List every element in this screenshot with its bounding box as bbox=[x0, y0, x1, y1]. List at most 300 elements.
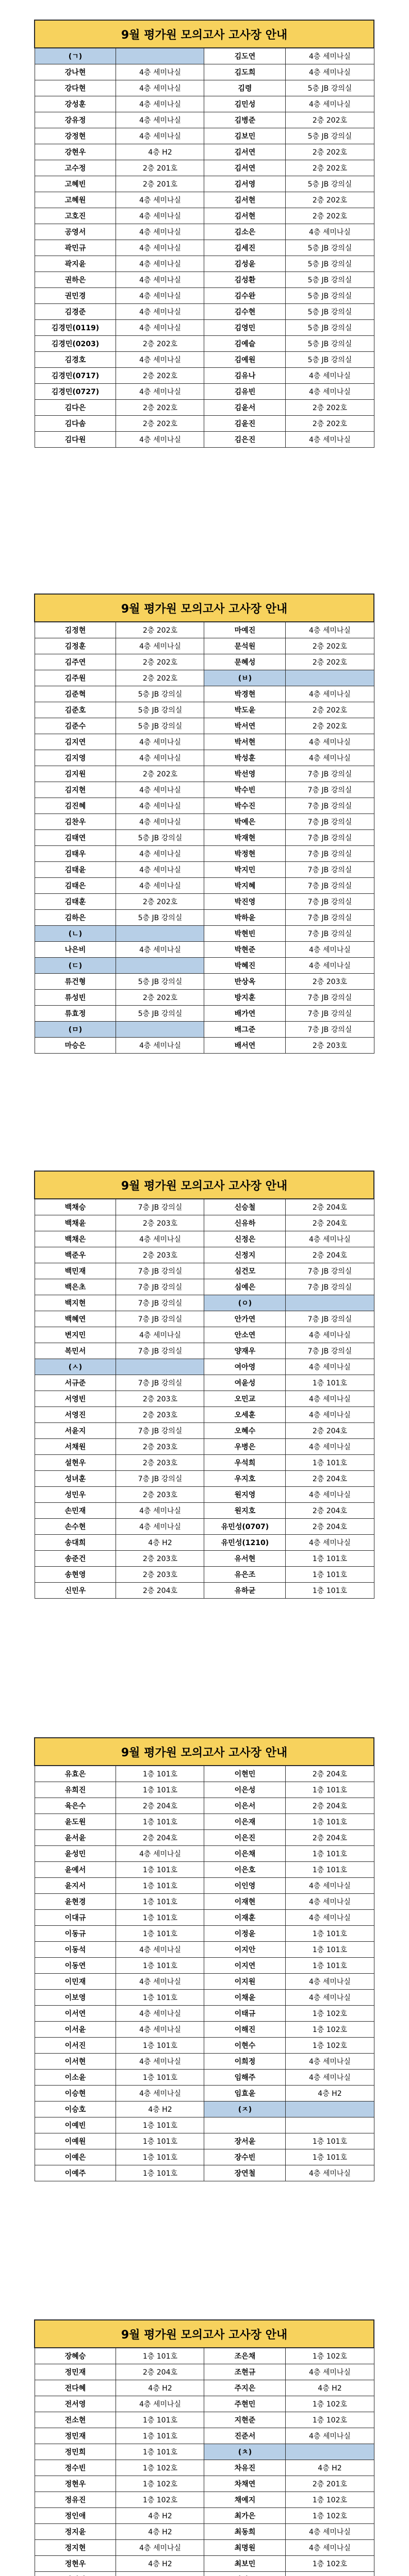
student-name: 김보민 bbox=[204, 128, 286, 144]
exam-room: 1층 101호 bbox=[116, 1894, 204, 1910]
table-row bbox=[35, 112, 374, 128]
student-name: 김경민(0727) bbox=[35, 384, 116, 400]
student-name: 김윤서 bbox=[204, 400, 286, 416]
table-row bbox=[35, 782, 374, 798]
student-name: 서영진 bbox=[35, 1407, 116, 1423]
exam-room: 2층 202호 bbox=[116, 670, 204, 686]
student-name: 이현수 bbox=[204, 2038, 286, 2054]
exam-room: 2층 204호 bbox=[286, 1519, 374, 1535]
student-name: 최가은 bbox=[204, 2508, 286, 2524]
exam-room: 1층 101호 bbox=[116, 2165, 204, 2181]
sheet-title: 9월 평가원 모의고사 고사장 안내 bbox=[35, 2320, 374, 2348]
sheet-title-row bbox=[35, 20, 374, 48]
student-name: 전소현 bbox=[35, 2412, 116, 2428]
student-name: 김예슬 bbox=[204, 336, 286, 352]
exam-room: 5층 JB 강의실 bbox=[286, 176, 374, 192]
exam-room: 2층 204호 bbox=[116, 1830, 204, 1846]
table-row bbox=[35, 798, 374, 814]
exam-room: 2층 202호 bbox=[286, 192, 374, 208]
student-name: 정현우 bbox=[35, 2556, 116, 2572]
table-row bbox=[35, 910, 374, 926]
table-row bbox=[35, 670, 374, 686]
exam-room: 4층 세미나실 bbox=[286, 2070, 374, 2086]
exam-room: 4층 세미나실 bbox=[116, 750, 204, 766]
student-name: 심건모 bbox=[204, 1263, 286, 1279]
exam-room-sheet-2 bbox=[34, 594, 374, 1054]
initial-group-header-fill bbox=[116, 926, 204, 942]
table-row bbox=[35, 1199, 374, 1215]
table-row bbox=[35, 288, 374, 304]
exam-room: 4층 세미나실 bbox=[286, 48, 374, 64]
table-row bbox=[35, 2022, 374, 2038]
exam-room: 2층 203호 bbox=[116, 1487, 204, 1503]
student-name: 윤도원 bbox=[35, 1814, 116, 1830]
student-name: 백민재 bbox=[35, 1263, 116, 1279]
student-name: 김지연 bbox=[35, 734, 116, 750]
exam-room: 1층 102호 bbox=[286, 2006, 374, 2022]
exam-room-table bbox=[34, 1737, 374, 2181]
table-row bbox=[35, 1926, 374, 1942]
student-name: 공영서 bbox=[35, 224, 116, 240]
table-row bbox=[35, 1343, 374, 1359]
student-name: 조현규 bbox=[204, 2364, 286, 2380]
initial-group-header-fill bbox=[286, 1295, 374, 1311]
exam-room: 2층 204호 bbox=[286, 1798, 374, 1814]
student-name: 김지원 bbox=[35, 766, 116, 782]
exam-room: 2층 203호 bbox=[116, 1439, 204, 1455]
exam-room: 4층 세미나실 bbox=[116, 320, 204, 336]
table-row bbox=[35, 942, 374, 958]
exam-room: 4층 세미나실 bbox=[286, 2524, 374, 2540]
exam-room: 7층 JB 강의실 bbox=[286, 814, 374, 830]
table-row bbox=[35, 1814, 374, 1830]
student-name: 박현빈 bbox=[204, 926, 286, 942]
student-name: 김경민(0203) bbox=[35, 336, 116, 352]
student-name: 이은호 bbox=[204, 1862, 286, 1878]
exam-room: 4층 세미나실 bbox=[286, 1974, 374, 1990]
exam-room: 2층 202호 bbox=[286, 702, 374, 718]
student-name: 송현영 bbox=[35, 1567, 116, 1583]
table-row bbox=[35, 2540, 374, 2556]
exam-room: 1층 102호 bbox=[286, 2038, 374, 2054]
exam-room: 2층 202호 bbox=[286, 160, 374, 176]
table-row bbox=[35, 974, 374, 990]
student-name: 송대희 bbox=[35, 1535, 116, 1551]
exam-room: 2층 203호 bbox=[116, 1247, 204, 1263]
table-row bbox=[35, 1295, 374, 1311]
exam-room: 2층 204호 bbox=[286, 1503, 374, 1519]
student-name: 윤예서 bbox=[35, 1862, 116, 1878]
student-name: 백준우 bbox=[35, 1247, 116, 1263]
exam-room: 4층 세미나실 bbox=[116, 432, 204, 448]
exam-room: 1층 102호 bbox=[286, 2348, 374, 2364]
table-row bbox=[35, 2054, 374, 2070]
exam-room: 1층 101호 bbox=[116, 2133, 204, 2149]
exam-room: 2층 202호 bbox=[116, 400, 204, 416]
exam-room: 5층 JB 강의실 bbox=[116, 910, 204, 926]
student-name: 윤현경 bbox=[35, 1894, 116, 1910]
student-name: 이재훈 bbox=[204, 1910, 286, 1926]
exam-room: 4층 세미나실 bbox=[116, 942, 204, 958]
student-name: 김윤진 bbox=[204, 416, 286, 432]
student-name: 김경민(0717) bbox=[35, 368, 116, 384]
exam-room: 1층 101호 bbox=[286, 1567, 374, 1583]
exam-room: 5층 JB 강의실 bbox=[116, 830, 204, 846]
exam-room: 1층 102호 bbox=[286, 2412, 374, 2428]
exam-room: 7층 JB 강의실 bbox=[286, 782, 374, 798]
exam-room: 4층 세미나실 bbox=[286, 1327, 374, 1343]
table-row bbox=[35, 2380, 374, 2396]
exam-room: 4층 세미나실 bbox=[116, 112, 204, 128]
student-name: 배서연 bbox=[204, 1038, 286, 1054]
student-name: 김태은 bbox=[35, 878, 116, 894]
student-name: 박선영 bbox=[204, 766, 286, 782]
exam-room: 7층 JB 강의실 bbox=[116, 1375, 204, 1391]
exam-room: 2층 202호 bbox=[116, 766, 204, 782]
student-name: 김준호 bbox=[35, 702, 116, 718]
table-row bbox=[35, 2460, 374, 2476]
exam-room: 4층 세미나실 bbox=[286, 1359, 374, 1375]
student-name: 변지민 bbox=[35, 1327, 116, 1343]
table-row bbox=[35, 1231, 374, 1247]
student-name: 이서진 bbox=[35, 2038, 116, 2054]
student-name: 박하윤 bbox=[204, 910, 286, 926]
exam-room: 2층 204호 bbox=[286, 1766, 374, 1782]
exam-room: 4층 세미나실 bbox=[116, 2086, 204, 2102]
table-row bbox=[35, 416, 374, 432]
table-row bbox=[35, 352, 374, 368]
student-name: 김서영 bbox=[204, 176, 286, 192]
student-name: 백혜연 bbox=[35, 1311, 116, 1327]
initial-group-header: (ㄱ) bbox=[35, 48, 116, 64]
exam-room: 7층 JB 강의실 bbox=[286, 1311, 374, 1327]
exam-room: 5층 JB 강의실 bbox=[286, 240, 374, 256]
exam-room: 1층 101호 bbox=[116, 2412, 204, 2428]
exam-room: 4층 세미나실 bbox=[286, 1231, 374, 1247]
student-name: 강다현 bbox=[35, 80, 116, 96]
student-name: 양재우 bbox=[204, 1343, 286, 1359]
exam-room: 5층 JB 강의실 bbox=[286, 128, 374, 144]
student-name: 이보영 bbox=[35, 1990, 116, 2006]
exam-room-table bbox=[34, 594, 374, 1054]
exam-room: 4층 세미나실 bbox=[286, 384, 374, 400]
exam-room: 4층 세미나실 bbox=[116, 384, 204, 400]
student-name: 김진혜 bbox=[35, 798, 116, 814]
table-row bbox=[35, 272, 374, 288]
table-row bbox=[35, 80, 374, 96]
exam-room: 4층 세미나실 bbox=[116, 798, 204, 814]
exam-room: 7층 JB 강의실 bbox=[286, 1279, 374, 1295]
exam-room: 2층 202호 bbox=[116, 990, 204, 1006]
table-row bbox=[35, 1359, 374, 1375]
student-name: 김유빈 bbox=[204, 384, 286, 400]
exam-room: 7층 JB 강의실 bbox=[286, 990, 374, 1006]
student-name: 박정현 bbox=[204, 846, 286, 862]
exam-room: 4층 H2 bbox=[286, 2460, 374, 2476]
exam-room: 1층 101호 bbox=[116, 1862, 204, 1878]
exam-room: 4층 세미나실 bbox=[116, 1231, 204, 1247]
initial-group-header-fill bbox=[116, 958, 204, 974]
student-name: 김찬우 bbox=[35, 814, 116, 830]
table-row bbox=[35, 256, 374, 272]
exam-room: 4층 세미나실 bbox=[286, 622, 374, 638]
exam-room: 4층 세미나실 bbox=[286, 1990, 374, 2006]
student-name: 방지훈 bbox=[204, 990, 286, 1006]
student-name: 정민재 bbox=[35, 2364, 116, 2380]
exam-room: 1층 101호 bbox=[116, 2444, 204, 2460]
table-row bbox=[35, 1006, 374, 1022]
student-name: 임효윤 bbox=[204, 2086, 286, 2102]
initial-group-header: (ㅂ) bbox=[204, 670, 286, 686]
student-name: 이소윤 bbox=[35, 2070, 116, 2086]
table-row bbox=[35, 1439, 374, 1455]
exam-room: 1층 101호 bbox=[116, 2428, 204, 2444]
sheet-title: 9월 평가원 모의고사 고사장 안내 bbox=[35, 1171, 374, 1199]
sheet-title-row bbox=[35, 594, 374, 622]
exam-room: 4층 세미나실 bbox=[116, 224, 204, 240]
student-name: 진준서 bbox=[204, 2428, 286, 2444]
table-row bbox=[35, 2070, 374, 2086]
sheet-title-row bbox=[35, 1171, 374, 1199]
student-name: 권민경 bbox=[35, 288, 116, 304]
table-row bbox=[35, 1535, 374, 1551]
initial-group-header-fill bbox=[286, 2444, 374, 2460]
exam-room: 7층 JB 강의실 bbox=[286, 798, 374, 814]
exam-room: 4층 세미나실 bbox=[116, 1519, 204, 1535]
table-row bbox=[35, 2492, 374, 2508]
exam-room: 4층 세미나실 bbox=[116, 1942, 204, 1958]
exam-room: 5층 JB 강의실 bbox=[286, 288, 374, 304]
student-name: 오혜수 bbox=[204, 1423, 286, 1439]
student-name: 정수빈 bbox=[35, 2460, 116, 2476]
student-name: 김주연 bbox=[35, 654, 116, 670]
exam-room: 7층 JB 강의실 bbox=[116, 1295, 204, 1311]
initial-group-header-fill bbox=[116, 1022, 204, 1038]
exam-room: 1층 101호 bbox=[116, 2070, 204, 2086]
exam-room: 7층 JB 강의실 bbox=[286, 1022, 374, 1038]
student-name: 고수정 bbox=[35, 160, 116, 176]
student-name: 최보민 bbox=[204, 2556, 286, 2572]
student-name: 이서연 bbox=[35, 2006, 116, 2022]
table-row bbox=[35, 192, 374, 208]
table-row bbox=[35, 176, 374, 192]
student-name: 이해진 bbox=[204, 2022, 286, 2038]
exam-room bbox=[286, 2117, 374, 2133]
student-name: 이승호 bbox=[35, 2102, 116, 2117]
table-row bbox=[35, 1958, 374, 1974]
student-name: 이은채 bbox=[204, 1846, 286, 1862]
exam-room: 1층 101호 bbox=[116, 2117, 204, 2133]
student-name: 이승현 bbox=[35, 2086, 116, 2102]
exam-room: 5층 JB 강의실 bbox=[116, 702, 204, 718]
student-name: 이은진 bbox=[204, 1830, 286, 1846]
student-name: 유서현 bbox=[204, 1551, 286, 1567]
exam-room-sheet-5 bbox=[34, 2319, 374, 2576]
exam-room: 7층 JB 강의실 bbox=[116, 1311, 204, 1327]
student-name: 김령 bbox=[204, 80, 286, 96]
table-row bbox=[35, 1279, 374, 1295]
student-name: 김정훈 bbox=[35, 638, 116, 654]
exam-room: 4층 H2 bbox=[286, 2380, 374, 2396]
exam-room: 4층 세미나실 bbox=[286, 2165, 374, 2181]
table-row bbox=[35, 702, 374, 718]
student-name: 신승철 bbox=[204, 1199, 286, 1215]
table-row bbox=[35, 1487, 374, 1503]
student-name: 김다솜 bbox=[35, 416, 116, 432]
student-name: 윤서윤 bbox=[35, 1830, 116, 1846]
table-row bbox=[35, 224, 374, 240]
exam-room: 4층 세미나실 bbox=[116, 1038, 204, 1054]
student-name bbox=[35, 2572, 116, 2576]
student-name: 류건형 bbox=[35, 974, 116, 990]
exam-room: 1층 101호 bbox=[116, 1782, 204, 1798]
exam-room: 4층 H2 bbox=[116, 2524, 204, 2540]
student-name: 박서현 bbox=[204, 734, 286, 750]
exam-room: 2층 203호 bbox=[116, 1455, 204, 1471]
table-row bbox=[35, 766, 374, 782]
student-name: 이재현 bbox=[204, 1894, 286, 1910]
exam-room: 4층 세미나실 bbox=[286, 1407, 374, 1423]
student-name: 유은조 bbox=[204, 1567, 286, 1583]
student-name: 신정은 bbox=[204, 1231, 286, 1247]
exam-room: 4층 세미나실 bbox=[286, 942, 374, 958]
exam-room: 4층 세미나실 bbox=[286, 64, 374, 80]
student-name: 김다은 bbox=[35, 400, 116, 416]
student-name: 김소은 bbox=[204, 224, 286, 240]
exam-room: 4층 세미나실 bbox=[116, 782, 204, 798]
exam-room: 2층 202호 bbox=[286, 654, 374, 670]
student-name: 유희진 bbox=[35, 1782, 116, 1798]
exam-room: 1층 101호 bbox=[286, 1846, 374, 1862]
exam-room: 4층 세미나실 bbox=[116, 2540, 204, 2556]
exam-room: 4층 세미나실 bbox=[116, 96, 204, 112]
student-name: 이지원 bbox=[204, 1974, 286, 1990]
student-name: 이은성 bbox=[204, 1782, 286, 1798]
exam-room: 4층 H2 bbox=[116, 2380, 204, 2396]
exam-room: 1층 101호 bbox=[286, 1942, 374, 1958]
exam-room: 7층 JB 강의실 bbox=[286, 846, 374, 862]
exam-room: 2층 202호 bbox=[286, 638, 374, 654]
exam-room: 2층 202호 bbox=[286, 400, 374, 416]
student-name: 서채원 bbox=[35, 1439, 116, 1455]
exam-room: 5층 JB 강의실 bbox=[286, 352, 374, 368]
exam-room: 4층 세미나실 bbox=[286, 686, 374, 702]
exam-room: 1층 101호 bbox=[286, 1375, 374, 1391]
exam-room: 1층 101호 bbox=[116, 1814, 204, 1830]
student-name: 이동규 bbox=[35, 1926, 116, 1942]
table-row bbox=[35, 622, 374, 638]
exam-room-table bbox=[34, 1171, 374, 1599]
exam-room: 4층 세미나실 bbox=[116, 862, 204, 878]
exam-room: 4층 세미나실 bbox=[116, 272, 204, 288]
exam-room: 2층 204호 bbox=[286, 1423, 374, 1439]
table-row bbox=[35, 814, 374, 830]
exam-room: 4층 세미나실 bbox=[286, 368, 374, 384]
student-name: 육은수 bbox=[35, 1798, 116, 1814]
table-row bbox=[35, 2133, 374, 2149]
exam-room: 4층 세미나실 bbox=[116, 2006, 204, 2022]
table-row bbox=[35, 2508, 374, 2524]
table-row bbox=[35, 1798, 374, 1814]
student-name: 이예빈 bbox=[35, 2117, 116, 2133]
table-row bbox=[35, 2476, 374, 2492]
student-name: 복민서 bbox=[35, 1343, 116, 1359]
exam-room: 5층 JB 강의실 bbox=[286, 80, 374, 96]
student-name: 박진영 bbox=[204, 894, 286, 910]
student-name: 정민재 bbox=[35, 2428, 116, 2444]
student-name: 고혜빈 bbox=[35, 176, 116, 192]
exam-room: 2층 202호 bbox=[116, 368, 204, 384]
exam-room: 4층 세미나실 bbox=[116, 192, 204, 208]
initial-group-header: (ㅁ) bbox=[35, 1022, 116, 1038]
exam-room: 5층 JB 강의실 bbox=[116, 1006, 204, 1022]
exam-room: 4층 세미나실 bbox=[116, 304, 204, 320]
table-row bbox=[35, 1471, 374, 1487]
student-name: 김태훈 bbox=[35, 894, 116, 910]
exam-room: 4층 세미나실 bbox=[116, 256, 204, 272]
student-name: 김준수 bbox=[35, 718, 116, 734]
student-name: 김다원 bbox=[35, 432, 116, 448]
student-name: 이은서 bbox=[204, 1798, 286, 1814]
table-row bbox=[35, 2086, 374, 2102]
student-name: 강나현 bbox=[35, 64, 116, 80]
exam-room: 1층 102호 bbox=[286, 2556, 374, 2572]
table-row bbox=[35, 1391, 374, 1407]
table-row bbox=[35, 304, 374, 320]
exam-room-sheet-4 bbox=[34, 1737, 374, 2181]
student-name: 최동희 bbox=[204, 2524, 286, 2540]
student-name: 백채승 bbox=[35, 1199, 116, 1215]
exam-room: 2층 203호 bbox=[116, 1391, 204, 1407]
exam-room: 1층 101호 bbox=[286, 1862, 374, 1878]
exam-room: 1층 101호 bbox=[286, 1551, 374, 1567]
table-row bbox=[35, 2006, 374, 2022]
student-name: 김주원 bbox=[35, 670, 116, 686]
student-name: 류성빈 bbox=[35, 990, 116, 1006]
table-row bbox=[35, 734, 374, 750]
student-name: 김수현 bbox=[204, 304, 286, 320]
exam-room: 2층 204호 bbox=[116, 1583, 204, 1599]
student-name: 곽민규 bbox=[35, 240, 116, 256]
student-name: 강성훈 bbox=[35, 96, 116, 112]
exam-room: 1층 101호 bbox=[286, 1814, 374, 1830]
student-name: 조은채 bbox=[204, 2348, 286, 2364]
exam-room: 1층 101호 bbox=[116, 2038, 204, 2054]
table-row bbox=[35, 1311, 374, 1327]
table-row bbox=[35, 638, 374, 654]
student-name: 이예원 bbox=[35, 2133, 116, 2149]
exam-room: 4층 세미나실 bbox=[116, 208, 204, 224]
exam-room bbox=[286, 2572, 374, 2576]
student-name: 백지현 bbox=[35, 1295, 116, 1311]
table-row bbox=[35, 750, 374, 766]
student-name: 이대규 bbox=[35, 1910, 116, 1926]
student-name: 강정현 bbox=[35, 128, 116, 144]
table-row bbox=[35, 2412, 374, 2428]
exam-room: 5층 JB 강의실 bbox=[116, 718, 204, 734]
student-name: 정현우 bbox=[35, 2476, 116, 2492]
table-row bbox=[35, 320, 374, 336]
exam-room: 5층 JB 강의실 bbox=[286, 272, 374, 288]
table-row bbox=[35, 846, 374, 862]
table-row bbox=[35, 1503, 374, 1519]
exam-room bbox=[116, 2572, 204, 2576]
initial-group-header-fill bbox=[286, 2102, 374, 2117]
student-name: 김경호 bbox=[35, 352, 116, 368]
table-row bbox=[35, 2348, 374, 2364]
table-row bbox=[35, 432, 374, 448]
exam-room: 2층 203호 bbox=[286, 974, 374, 990]
